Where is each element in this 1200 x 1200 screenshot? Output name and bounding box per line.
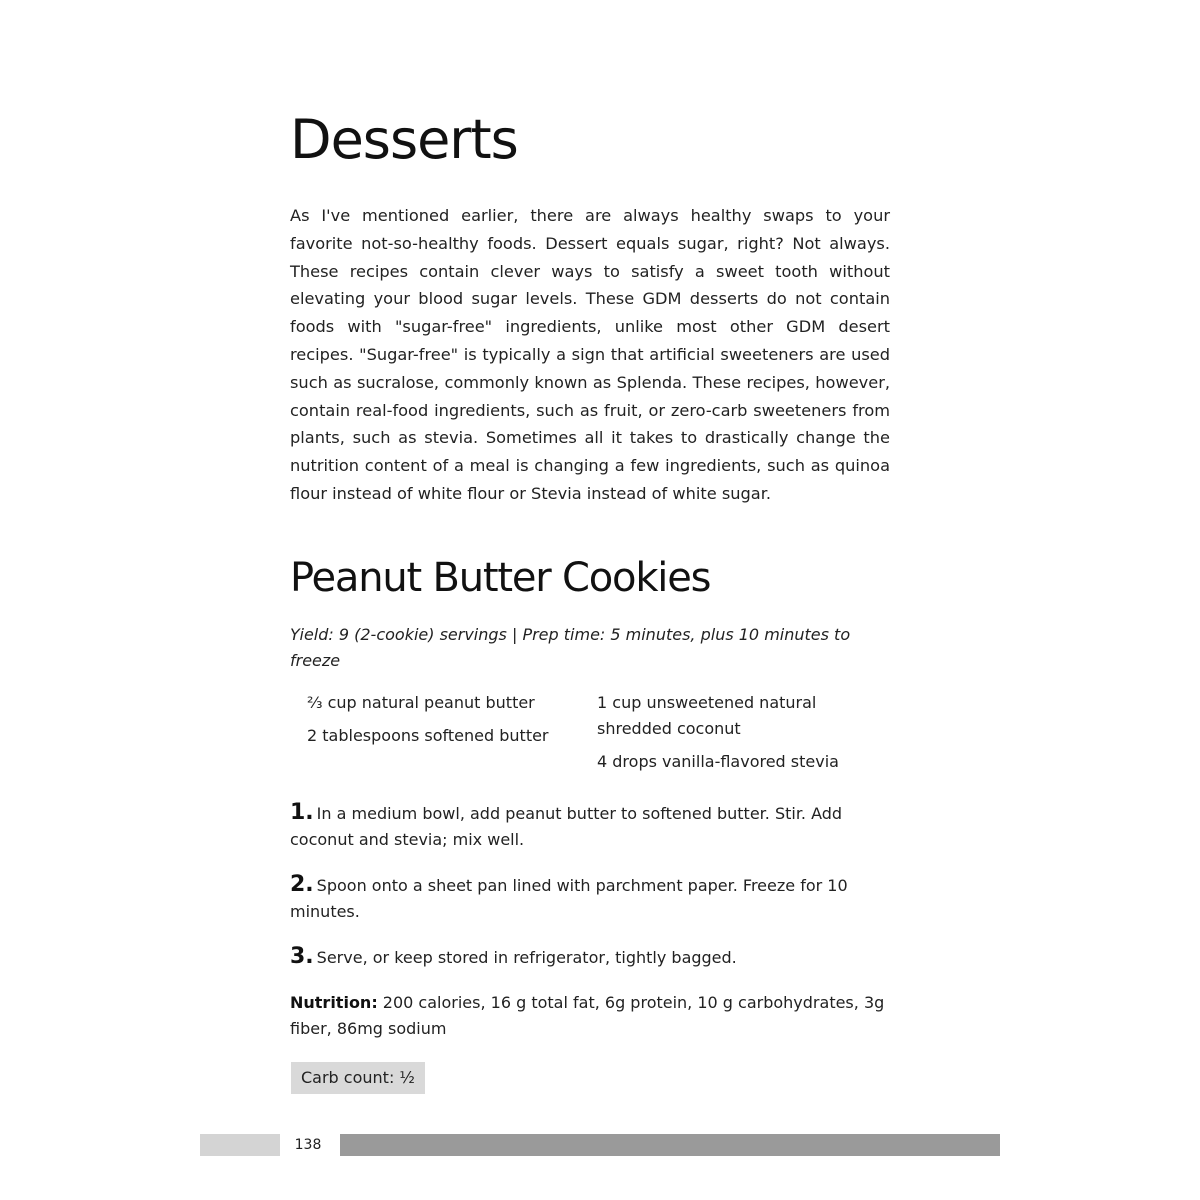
step-number: 2. [290,872,314,897]
ingredient-column-right [597,690,867,782]
step-text: Spoon onto a sheet pan lined with parchment paper. Freeze for 10 minutes. [290,876,848,921]
intro-paragraph: As I've mentioned earlier, there are always healthy swaps to your favorite not-so-healthy foods. Dessert equals sugar, right? Not always. These recipes contain clever ways to satisfy a sweet tooth without elevating your blood sugar levels. These GDM desserts do not contain foods with "sugar-free" ingredients, unlike most other GDM desert recipes. "Sugar-free" is typically a sign that artificial sweeteners are used such as sucralose, commonly known as Splenda. These recipes, however, contain real-food ingredients, such as fruit, or zero-carb sweeteners from plants, such as stevia. Sometimes all it takes to drastically change the nutrition content of a meal is changing a few ingredients, such as quinoa flour instead of white flour or Stevia instead of white sugar. [290,206,890,503]
recipe-meta: Yield: 9 (2-cookie) servings | Prep time: 5 minutes, plus 10 minutes to freeze [290,625,851,670]
recipe-step [290,800,890,853]
nutrition-info [290,990,890,1042]
nutrition-label: Nutrition: [290,993,378,1012]
footer-right-bar [340,1134,1000,1156]
recipe-step [290,944,890,971]
ingredient-column-left [307,690,577,756]
ingredient-item: 2 tablespoons softened butter [307,726,549,745]
ingredient-item: ⅔ cup natural peanut butter [307,693,535,712]
ingredient-item: 1 cup unsweetened natural shredded coconut [597,693,817,738]
step-number: 3. [290,944,314,969]
recipe-title: Peanut Butter Cookies [290,555,711,601]
carb-count-badge: Carb count: ½ [291,1062,425,1094]
step-text: Serve, or keep stored in refrigerator, tightly bagged. [316,948,737,967]
ingredient-list [307,690,867,790]
page-number: 138 [282,1134,334,1156]
step-number: 1. [290,800,314,825]
footer-left-bar [200,1134,280,1156]
page-title: Desserts [290,108,518,171]
step-text: In a medium bowl, add peanut butter to softened butter. Stir. Add coconut and stevia; mix well. [290,804,843,849]
ingredient-item: 4 drops vanilla-flavored stevia [597,752,839,771]
nutrition-text: 200 calories, 16 g total fat, 6g protein, 10 g carbohydrates, 3g fiber, 86mg sodium [290,993,885,1038]
recipe-step [290,872,890,925]
